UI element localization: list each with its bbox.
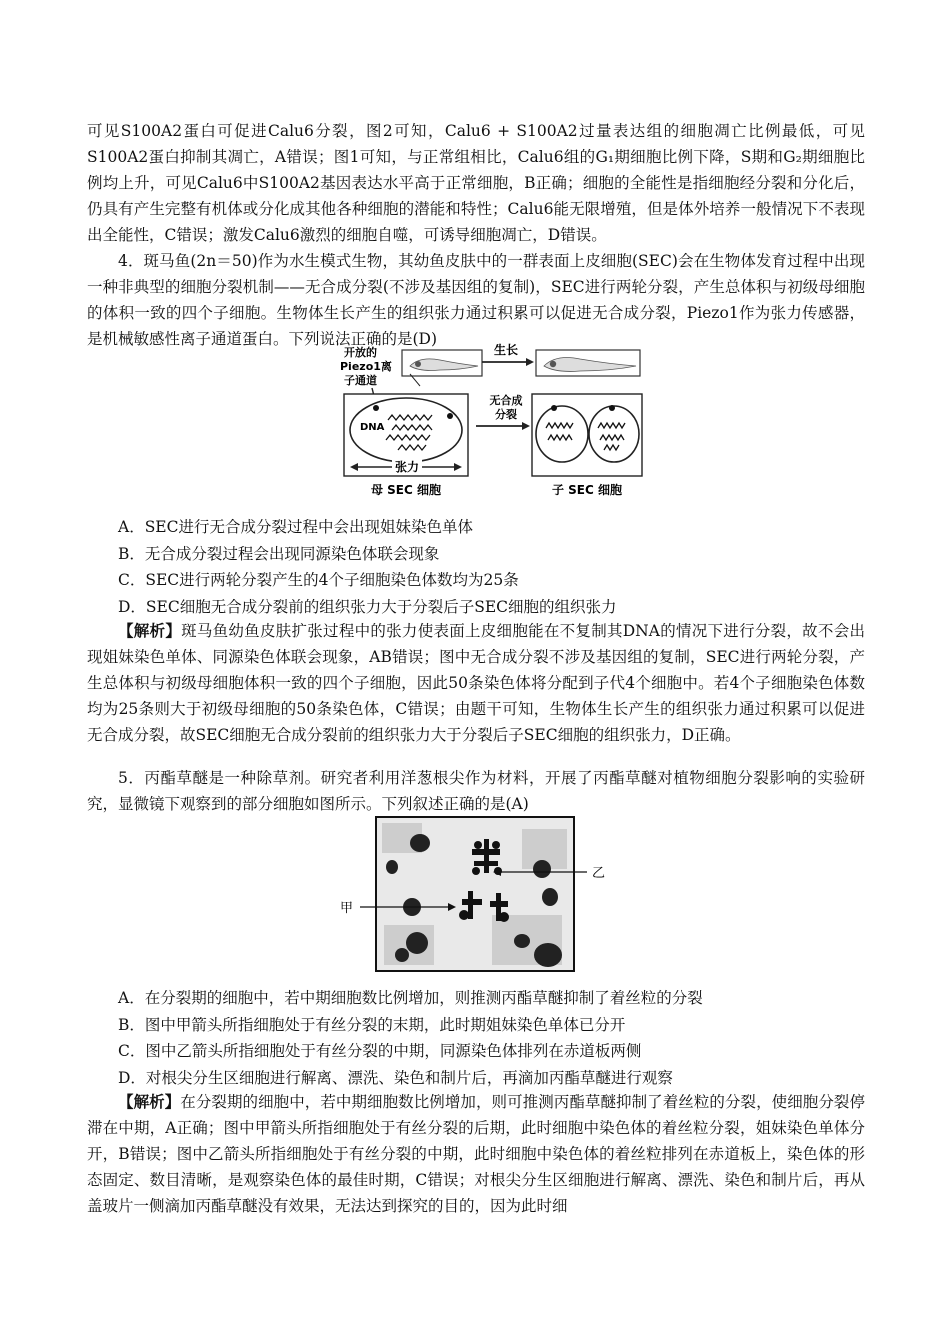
label-division-1: 无合成 (489, 394, 523, 407)
q4-option-d: D．SEC细胞无合成分裂前的组织张力大于分裂后子SEC细胞的组织张力 (118, 597, 617, 616)
daughter-cell-left (536, 406, 588, 462)
q4-option-a: A．SEC进行无合成分裂过程中会出现姐妹染色单体 (118, 518, 473, 536)
q5-options (118, 985, 858, 1091)
daughter-cell-right (589, 406, 639, 462)
q5-analysis-text: 在分裂期的细胞中，若中期细胞数比例增加，则可推测丙酯草醚抑制了着丝粒的分裂，使细胞分裂停滞在中期，A正确；图中甲箭头所指细胞处于有丝分裂的后期，此时细胞中染色体的着丝粒分裂，姐妹染色单体分开，B错误；图中乙箭头所指细胞处于有丝分裂的中期，此时细胞中染色体的着丝粒排列在赤道板上，染色体的形态固定、数目清晰，是观察染色体的最佳时期，C错误；对根尖分生区细胞进行解离、漂洗、染色和制片后，再从盖玻片一侧滴加丙酯草醚没有效果，无法达到探究的目的，因为此时细 (87, 1093, 865, 1216)
q4-figure-sec-diagram (340, 342, 645, 502)
piezo1-channel-right (447, 413, 453, 419)
q5-analysis (87, 1089, 865, 1219)
q4-option-c: C．SEC进行两轮分裂产生的4个子细胞染色体数均为25条 (118, 571, 519, 590)
piezo1-channel-left (373, 405, 379, 411)
label-tension: 张力 (394, 460, 420, 474)
q5-option-a: A．在分裂期的细胞中，若中期细胞数比例增加，则推测丙酯草醚抑制了着丝粒的分裂 (118, 989, 703, 1007)
label-channel-1: 开放的 (344, 346, 377, 359)
q4-analysis-text: 斑马鱼幼鱼皮肤扩张过程中的张力使表面上皮细胞能在不复制其DNA的情况下进行分裂，故不会出现姐妹染色单体、同源染色体联会现象，AB错误；图中无合成分裂不涉及基因组的复制，SEC进行两轮分裂，产生总体积与初级母细胞体积一致的四个子细胞，因此50条染色体将分配到子代4个细胞中。若4个子细胞染色体数均为25条则大于初级母细胞的50条染色体，C错误；由题干可知，生物体生长产生的组织张力通过积累可以促进无合成分裂，故SEC细胞无合成分裂前的组织张力大于分裂后子SEC细胞的组织张力，D正确。 (87, 622, 865, 745)
q5-analysis-label: 【解析】 (118, 1092, 181, 1111)
label-channel-2: Piezo1离 (340, 360, 392, 373)
q4-stem: 4．斑马鱼(2n＝50)作为水生模式生物，其幼鱼皮肤中的一群表面上皮细胞(SEC)会在生物体发育过程中出现一种非典型的细胞分裂机制——无合成分裂(不涉及基因组的复制)，SEC进行两轮分裂，产生总体积与初级母细胞的体积一致的四个子细胞。生物体生长产生的组织张力通过积累可以促进无合成分裂，Piezo1作为张力传感器，是机械敏感性离子通道蛋白。下列说法正确的是(D) (87, 252, 865, 349)
label-division-2: 分裂 (495, 408, 517, 421)
q4-analysis-label: 【解析】 (118, 621, 182, 640)
q5-option-b: B．图中甲箭头所指细胞处于有丝分裂的末期，此时期姐妹染色单体已分开 (118, 1015, 626, 1034)
label-dna: DNA (360, 422, 385, 433)
q4-analysis (87, 618, 865, 748)
caption-mother: 母 SEC 细胞 (370, 483, 442, 497)
q5-figure-jia-pointer (340, 895, 460, 919)
caption-daughter: 子 SEC 细胞 (551, 483, 623, 497)
label-channel-3: 子通道 (344, 374, 377, 387)
q5-option-d: D．对根尖分生区细胞进行解离、漂洗、染色和制片后，再滴加丙酯草醚进行观察 (118, 1068, 673, 1087)
q4-option-b: B．无合成分裂过程会出现同源染色体联会现象 (118, 544, 440, 563)
label-yi: 乙 (592, 866, 606, 881)
label-growth: 生长 (493, 343, 519, 357)
q4-options (118, 514, 858, 620)
intro-paragraph: 可见S100A2蛋白可促进Calu6分裂，图2可知，Calu6 + S100A2过量表达组的细胞凋亡比例最低，可见S100A2蛋白抑制其凋亡，A错误；图1可知，与正常组相比，Calu6组的G₁期细胞比例下降，S期和G₂期细胞比例均上升，可见Calu6中S100A2基因表达水平高于正常细胞，B正确；细胞的全能性是指细胞经分裂和分化后，仍具有产生完整有机体或分化成其他各种细胞的潜能和特性；Calu6能无限增殖，但是体外培养一般情况下不表现出全能性，C错误；激发Calu6激烈的细胞自噬，可诱导细胞凋亡，D错误。 (87, 122, 865, 245)
label-jia: 甲 (340, 901, 354, 916)
q5-stem: 5．丙酯草醚是一种除草剂。研究者利用洋葱根尖作为材料，开展了丙酯草醚对植物细胞分裂影响的实验研究，显微镜下观察到的部分细胞如图所示。下列叙述正确的是(A) (87, 769, 865, 814)
q5-option-c: C．图中乙箭头所指细胞处于有丝分裂的中期，同源染色体排列在赤道板两侧 (118, 1042, 642, 1061)
